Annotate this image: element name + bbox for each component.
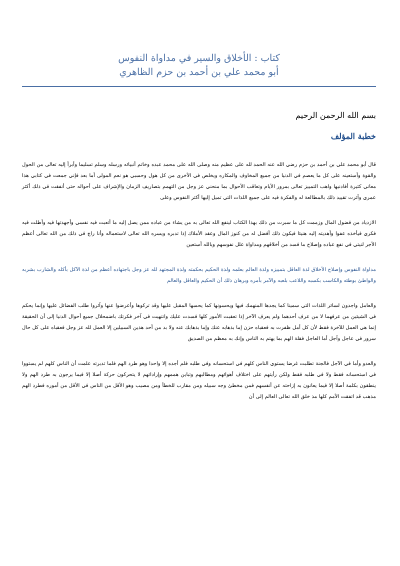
paragraph-5: والعدو وأما في الآجل فالجنة تطلبت غرضا يستوي الناس كلهم في استحسانه وفي طلبه فلم أجده إلا واحدا وهو طرد الهم فلما تدبرته علمت أن الناس كلهم لم يستووا في استحسانه فقط ولا في طلبه فقط ولكن رأيتهم على اختلاف أهوائهم ومطالبهم وتباين هممهم وإراداتهم لا يتحركون حركة أصلا إلا فيما يرجون به طرد الهم ولا ينطقون بكلمة أصلا إلا فيما يعانون به إزاحته عن أنفسهم فمن مخطئ وجه سبيله ومن مقارب للخطأ ومن مصيب وهو الأقل من الناس في الأقل من أموره فطرد الهم مذهب قد اتفقت الأمم كلها مذ خلق الله تعالى العالم إلى أن — [22, 361, 376, 400]
paragraph-4: والعامل واجدون لسائر اللذات التي سمينا كما يجدها المنهمك فيها ويحسونها كما يحسها المقبل عليها وقد تركوها وأعرضوا عنها وآثروا طلب الفضائل عليها وإنما يحكم في الشيئين من عرفهما لا من عرف أحدهما ولم يعرف الآخر إذا تعقبت الأمور كلها فسدت عليك وانتهيت في آخر فكرتك باضمحلال جميع أحوال الدنيا إلى أن الحقيقة إنما هي العمل للآخرة فقط لأن كل أمل ظفرت به فعقباه حزن إما بذهابه عنك وإما بذهابك عنه ولا بد من أحد هذين السبيلين إلا العمل لله عز وجل فعقباه على كل حال سرور في عاجل وآجل أما العاجل فقلة الهم بما يهتم به الناس وإنك به معظم من الصديق — [22, 303, 376, 342]
page-header — [22, 52, 376, 87]
document-body — [22, 160, 376, 403]
paragraph-2: الازدياد من فضول المال وزممت كل ما سبرت من ذلك بهذا الكتاب لينفع الله تعالى به من يشاء من عباده ممن يصل إليه ما أتعبت فيه نفسي وأجهدتها فيه وأطلت فيه فكري فيأخذه عفوا وأهديته إليه هنيئا فيكون ذلك أفضل له من كنوز المال وعقد الأملاك إذا تدبره ويسره الله تعالى لاستعماله وأنا راج في ذلك من الله تعالى أعظم الأجر لنيتي في نفع عباده وإصلاح ما فسد من أخلاقهم ومداواة علل نفوسهم وبالله أستعين — [22, 220, 376, 248]
book-title: كتاب : الأخلاق والسير في مداواة النفوس — [118, 53, 280, 64]
paragraph-3-highlighted: مداواة النفوس وإصلاح الأخلاق لذة العاقل بتمييزه ولذة العالم بعلمه ولذة الحكيم بحكمته ولذة المجتهد لله عز وجل باجتهاده أعظم من لذة الآكل بأكله والشارب بشربه والواطئ بوطئه والكاسب بكسبه واللاعب بلعبه والآمر بأمره وبرهان ذلك أن الحكيم والعاقل والعالم — [22, 267, 376, 284]
header-divider — [22, 86, 376, 87]
section-title: خطبة المؤلف — [330, 131, 376, 141]
basmala: بسم الله الرحمن الرحيم — [295, 111, 376, 120]
author-name: أبو محمد علي بن أحمد بن حزم الظاهري — [119, 67, 279, 78]
paragraph-1: قال أبو محمد علي بن أحمد بن حزم رضي الله عنه الحمد لله على عظيم منه وصلى الله على محمد عبده وخاتم أنبيائه ورسله وسلم تسليما وأبرأ إليه تعالى من الحول والقوة وأستعينه على كل ما يعصم في الدنيا من جميع المخاوف والمكاره ويخلص في الأخرى من كل هول وحسبي هو نعم المولى أما بعد فإني جمعت في كتابي هذا معاني كثيرة أفادنيها واهب التمييز تعالى بمرور الأيام وتعاقب الأحوال بما منحني عز وجل من التهمم بتصاريف الزمان والإشراف على أحواله حتى أنفقت في ذلك أكثر عمري وآثرت تقييد ذلك بالمطالعة له والفكرة فيه على جميع اللذات التي تميل إليها أكثر النفوس وعلى — [22, 162, 376, 201]
